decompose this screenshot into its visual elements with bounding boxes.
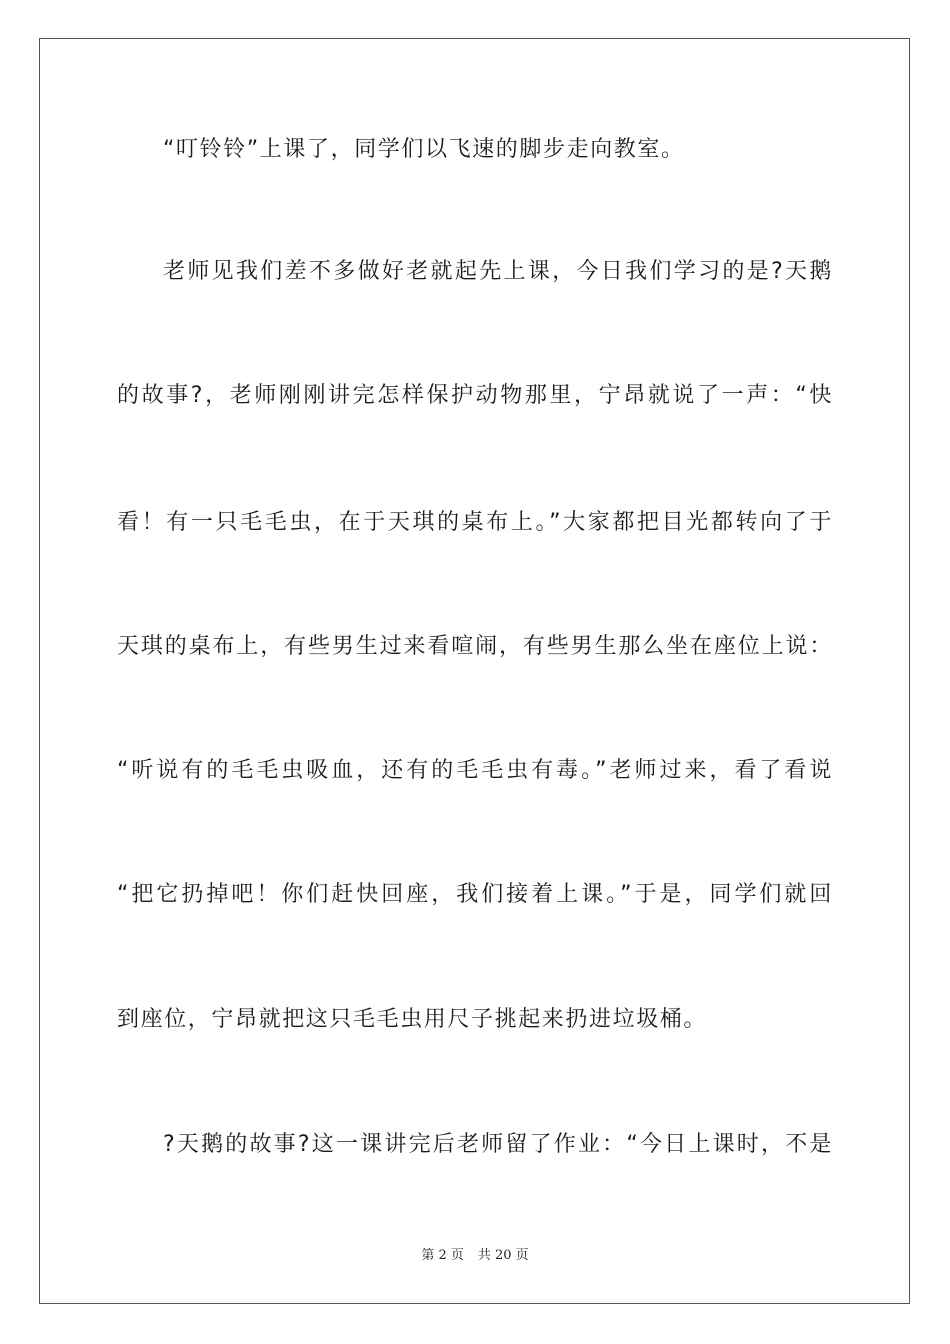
text-line-4: 看！有一只毛毛虫，在于天琪的桌布上。”大家都把目光都转向了于 — [117, 510, 833, 535]
page-footer — [0, 1247, 950, 1265]
text-line-5: 天琪的桌布上，有些男生过来看喧闹，有些男生那么坐在座位上说： — [117, 634, 833, 659]
text-line-6: “听说有的毛毛虫吸血，还有的毛毛虫有毒。”老师过来，看了看说 — [117, 758, 833, 783]
text-line-9: ?天鹅的故事?这一课讲完后老师留了作业：“今日上课时，不是 — [163, 1132, 833, 1157]
page-frame — [39, 38, 910, 1304]
text-line-2: 老师见我们差不多做好老就起先上课，今日我们学习的是?天鹅 — [163, 259, 833, 284]
text-line-8: 到座位，宁昂就把这只毛毛虫用尺子挑起来扔进垃圾桶。 — [117, 1007, 708, 1032]
page-number: 第 2 页 — [421, 1248, 464, 1263]
text-line-7: “把它扔掉吧！你们赶快回座，我们接着上课。”于是，同学们就回 — [117, 882, 833, 907]
text-line-3: 的故事?，老师刚刚讲完怎样保护动物那里，宁昂就说了一声：“快 — [117, 383, 833, 408]
page-total: 共 20 页 — [477, 1248, 529, 1263]
text-line-1: “叮铃铃”上课了，同学们以飞速的脚步走向教室。 — [163, 137, 685, 162]
